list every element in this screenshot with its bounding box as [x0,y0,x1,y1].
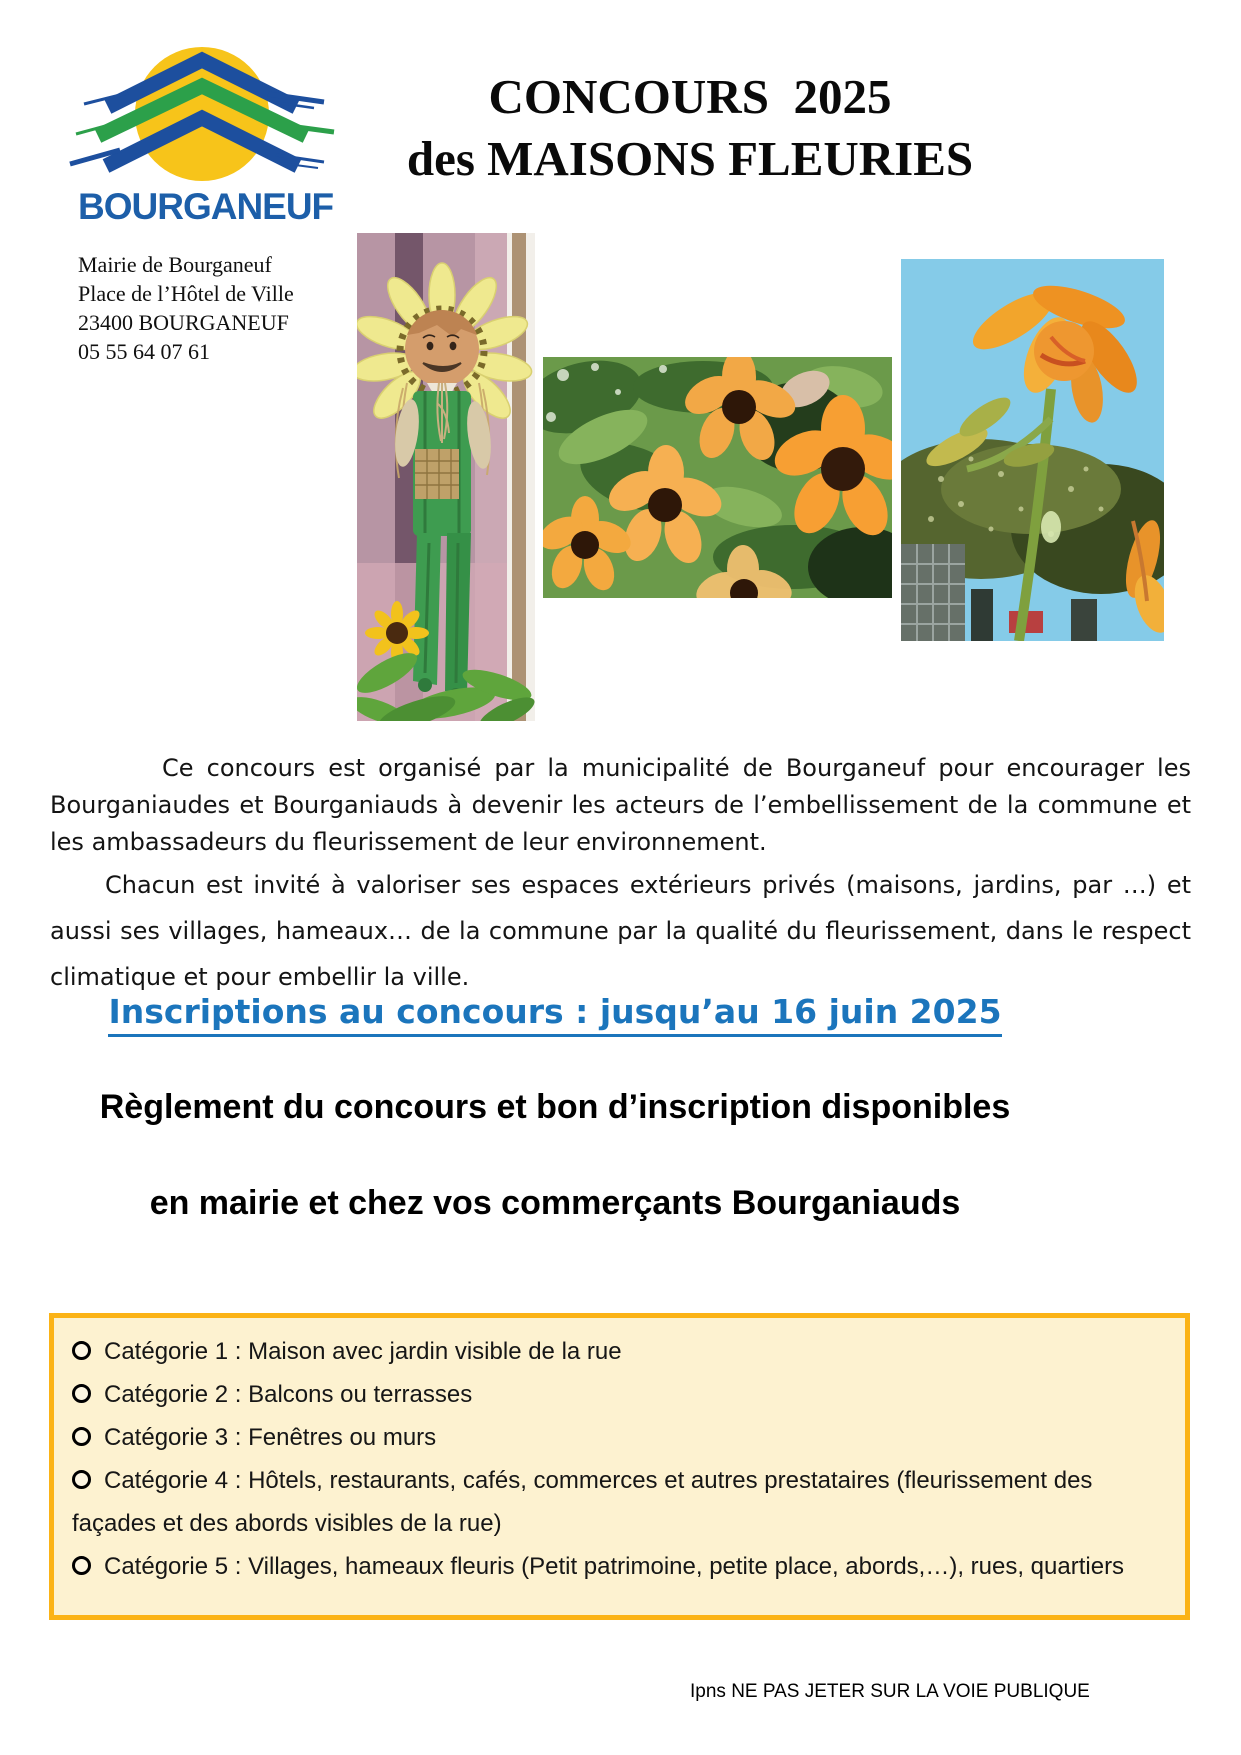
footer-notice: Ipns NE PAS JETER SUR LA VOIE PUBLIQUE [690,1681,1090,1702]
category-item-text: Catégorie 4 : Hôtels, restaurants, cafés, commerces et autres prestataires (fleurissement des façades et des abords visibles de la rue) [72,1467,1093,1537]
reglement-line-1: Règlement du concours et bon d’inscription disponibles [99,1088,1011,1126]
photo-scarecrow-doll [357,233,535,721]
address-line: Place de l’Hôtel de Ville [78,281,294,306]
inscriptions-deadline-text: Inscriptions au concours : jusqu’au 16 juin 2025 [108,992,1001,1037]
address-line: 23400 BOURGANEUF [78,310,289,335]
circle-bullet-icon [72,1427,91,1446]
categories-box [49,1313,1190,1620]
circle-bullet-icon [72,1470,91,1489]
title-line-2: des MAISONS FLEURIES [406,131,974,186]
category-item-text: Catégorie 3 : Fenêtres ou murs [104,1424,437,1451]
invitation-paragraph: Chacun est invité à valoriser ses espaces extérieurs privés (maisons, jardins, par …) et aussi ses villages, hameaux… de la commune par la qualité du fleurissement, dans le respect climatique et pour embellir la ville. [50,871,1191,991]
photo-daylily [901,259,1164,641]
photo-orange-flowers [543,357,892,598]
category-item-5 [72,1545,1167,1588]
circle-bullet-icon [72,1384,91,1403]
bourganeuf-logo [62,40,348,270]
address-line: 05 55 64 07 61 [78,339,210,364]
category-item-4 [72,1459,1167,1545]
category-item-text: Catégorie 1 : Maison avec jardin visible de la rue [104,1338,622,1365]
intro-paragraph: Ce concours est organisé par la municipalité de Bourganeuf pour encourager les Bourganiaudes et Bourganiauds à devenir les acteurs de l’embellissement de la commune et les ambassadeurs du fleurissement de leur environnement. [50,754,1191,856]
reglement-line-2: en mairie et chez vos commerçants Bourganiauds [149,1184,961,1222]
category-item-2 [72,1373,1167,1416]
category-item-text: Catégorie 2 : Balcons ou terrasses [104,1381,473,1408]
address-line: Mairie de Bourganeuf [78,252,272,277]
category-item-text: Catégorie 5 : Villages, hameaux fleuris (Petit patrimoine, petite place, abords,…), rues, quartiers [104,1553,1125,1580]
page-title [340,66,1040,190]
circle-bullet-icon [72,1341,91,1360]
category-item-1 [72,1330,1167,1373]
title-line-1: CONCOURS 2025 [488,69,892,124]
circle-bullet-icon [72,1556,91,1575]
mairie-address-block [78,250,294,366]
category-item-3 [72,1416,1167,1459]
inscriptions-deadline-heading [55,992,1055,1031]
logo-wordmark: BOURGANEUF [78,186,334,227]
sun-and-chevrons-logo-icon [62,40,348,190]
